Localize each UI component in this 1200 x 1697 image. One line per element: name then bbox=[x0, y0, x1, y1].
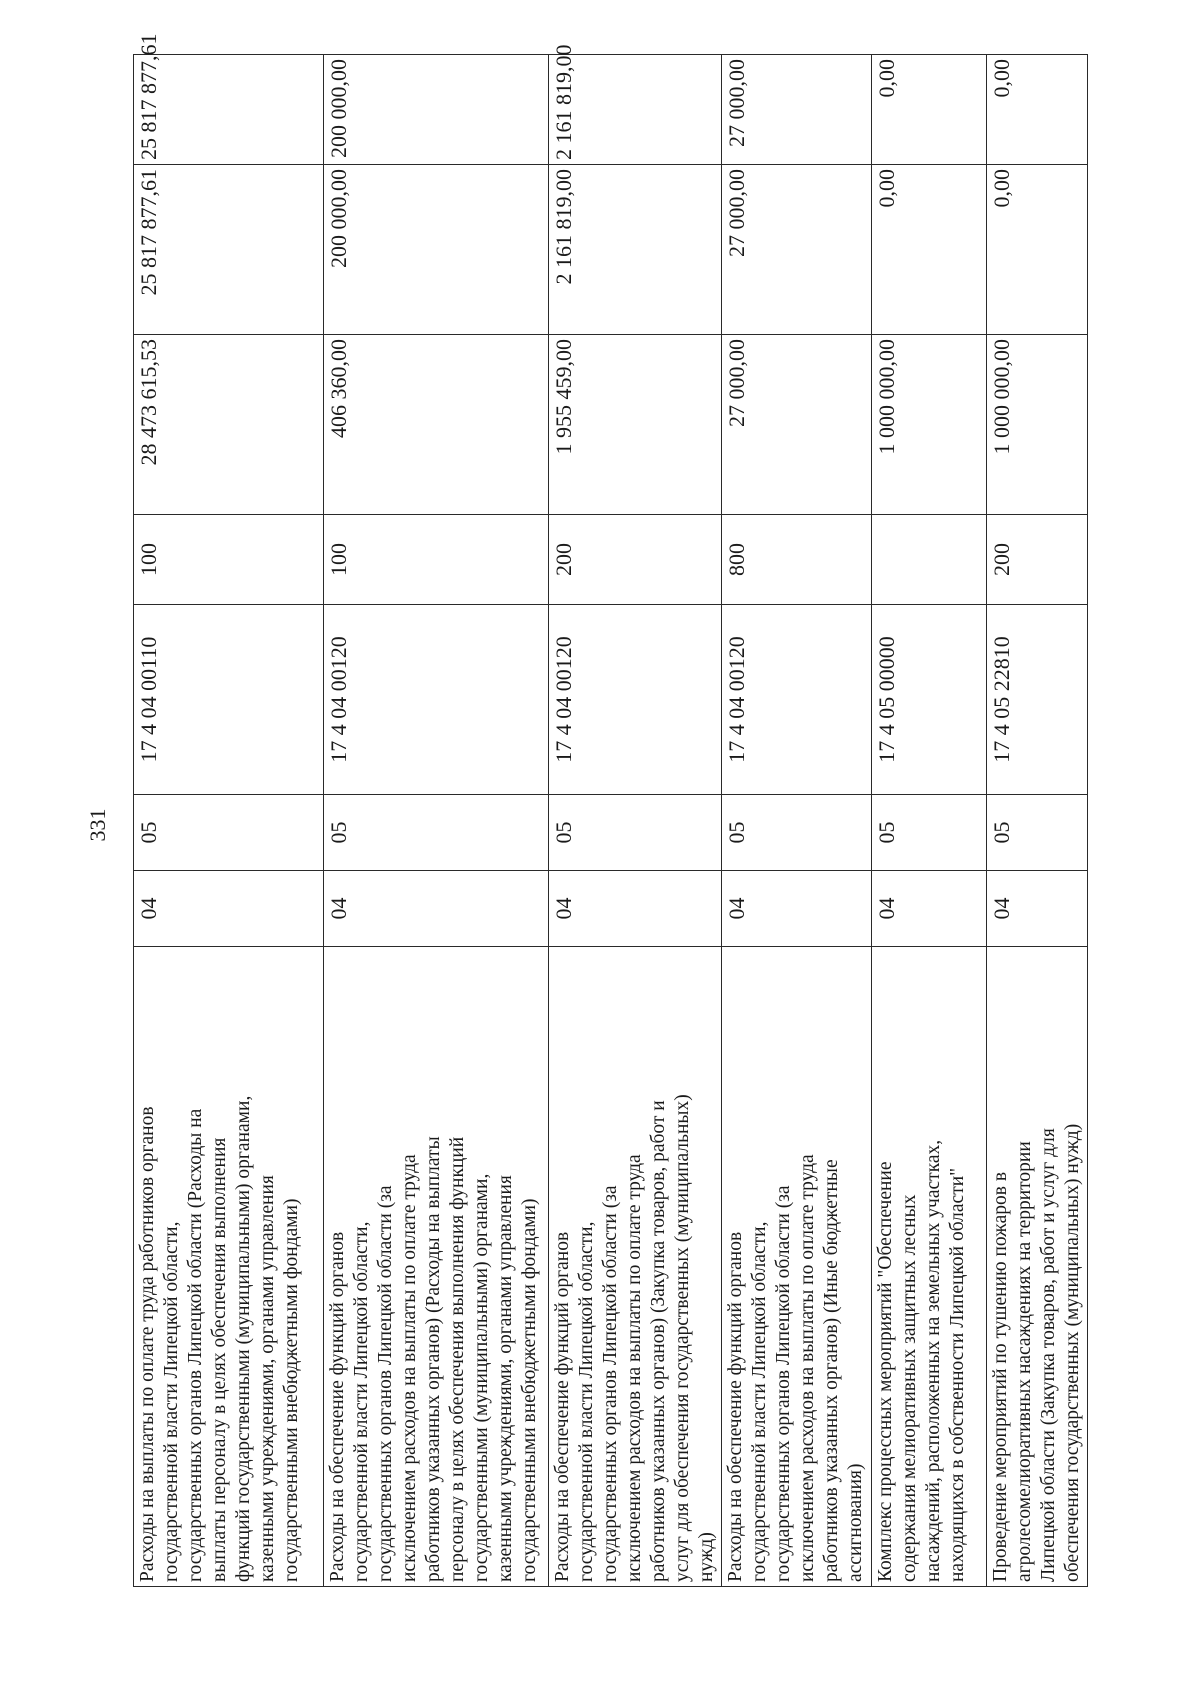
description-line: выплаты персоналу в целях обеспечения выполнения bbox=[209, 1137, 230, 1582]
budget-table bbox=[133, 33, 1088, 1587]
description-line: государственных органов Липецкой области (за bbox=[375, 1185, 396, 1582]
target-article-code: 17 4 05 00000 bbox=[872, 605, 987, 795]
description-line: государственной власти Липецкой области, bbox=[749, 1221, 770, 1582]
table-body bbox=[134, 33, 1088, 1587]
section-code: 04 bbox=[872, 871, 987, 947]
description-line: государственных органов Липецкой области (Расходы на bbox=[185, 1108, 206, 1582]
table-row bbox=[324, 55, 549, 1587]
description-line: агролесомелиоративных насаждениях на территории bbox=[1014, 1141, 1035, 1582]
expense-type-code: 200 bbox=[987, 515, 1088, 605]
section-code: 04 bbox=[134, 871, 324, 947]
target-article-code: 17 4 04 00120 bbox=[722, 605, 872, 795]
table-row bbox=[872, 55, 987, 1587]
description-line: Комплекс процессных мероприятий "Обеспечение bbox=[875, 1161, 896, 1582]
description-line: Липецкой области (Закупка товаров, работ и услуг для bbox=[1038, 1128, 1059, 1582]
expense-type-code: 800 bbox=[722, 515, 872, 605]
description-line: Расходы на выплаты по оплате труда работников органов bbox=[137, 1106, 158, 1582]
table-row bbox=[987, 55, 1088, 1587]
amount-year-2: 0,00 bbox=[987, 165, 1088, 335]
description-line: работников указанных органов) (Закупка товаров, работ и bbox=[648, 1100, 669, 1582]
table-row bbox=[722, 55, 872, 1587]
amount-year-3: 2 161 819,00 bbox=[549, 55, 722, 165]
subsection-code: 05 bbox=[324, 795, 549, 871]
target-article-code: 17 4 05 22810 bbox=[987, 605, 1088, 795]
amount-year-1: 1 000 000,00 bbox=[872, 335, 987, 515]
description-line: Расходы на обеспечение функций органов bbox=[725, 1231, 746, 1582]
description-line: услуг для обеспечения государственных (муниципальных) bbox=[672, 1094, 693, 1582]
description-line: нужд) bbox=[696, 1532, 717, 1582]
subsection-code: 05 bbox=[987, 795, 1088, 871]
target-article-code: 17 4 04 00120 bbox=[324, 605, 549, 795]
amount-year-3: 200 000,00 bbox=[324, 55, 549, 165]
description-line: казенными учреждениями, органами управления bbox=[257, 1175, 278, 1582]
description-line: государственными внебюджетными фондами) bbox=[519, 1198, 540, 1582]
section-code: 04 bbox=[324, 871, 549, 947]
row-description bbox=[549, 947, 722, 1587]
subsection-code: 05 bbox=[134, 795, 324, 871]
expense-type-code: 100 bbox=[134, 515, 324, 605]
description-line: государственной власти Липецкой области, bbox=[161, 1221, 182, 1582]
target-article-code: 17 4 04 00120 bbox=[549, 605, 722, 795]
row-description bbox=[324, 947, 549, 1587]
amount-year-3: 0,00 bbox=[872, 55, 987, 165]
description-line: государственных органов Липецкой области (за bbox=[600, 1185, 621, 1582]
description-line: государственной власти Липецкой области, bbox=[576, 1221, 597, 1582]
expense-type-code bbox=[872, 515, 987, 605]
expense-type-code: 200 bbox=[549, 515, 722, 605]
subsection-code: 05 bbox=[549, 795, 722, 871]
description-line: ассигнования) bbox=[845, 1463, 866, 1582]
row-description bbox=[722, 947, 872, 1587]
description-line: работников указанных органов) (Иные бюджетные bbox=[821, 1159, 842, 1582]
description-line: Расходы на обеспечение функций органов bbox=[327, 1231, 348, 1582]
description-line: государственной власти Липецкой области, bbox=[351, 1221, 372, 1582]
description-line: содержания мелиоративных защитных лесных bbox=[899, 1194, 920, 1582]
section-code: 04 bbox=[549, 871, 722, 947]
description-line: государственных органов Липецкой области (за bbox=[773, 1185, 794, 1582]
amount-year-3: 27 000,00 bbox=[722, 55, 872, 165]
amount-year-2: 2 161 819,00 bbox=[549, 165, 722, 335]
amount-year-3: 0,00 bbox=[987, 55, 1088, 165]
target-article-code: 17 4 04 00110 bbox=[134, 605, 324, 795]
amount-year-2: 25 817 877,61 bbox=[134, 165, 324, 335]
subsection-code: 05 bbox=[872, 795, 987, 871]
description-line: исключением расходов на выплаты по оплате труда bbox=[624, 1154, 645, 1582]
description-line: насаждений, расположенных на земельных участках, bbox=[923, 1139, 944, 1582]
description-line: находящихся в собственности Липецкой области" bbox=[947, 1167, 968, 1582]
amount-year-1: 406 360,00 bbox=[324, 335, 549, 515]
row-description bbox=[987, 947, 1088, 1587]
description-line: исключением расходов на выплаты по оплате труда bbox=[399, 1154, 420, 1582]
amount-year-2: 200 000,00 bbox=[324, 165, 549, 335]
amount-year-1: 28 473 615,53 bbox=[134, 335, 324, 515]
table-row bbox=[134, 55, 324, 1587]
description-line: функций государственными (муниципальными) органами, bbox=[233, 1095, 254, 1582]
row-description bbox=[872, 947, 987, 1587]
section-code: 04 bbox=[722, 871, 872, 947]
section-code: 04 bbox=[987, 871, 1088, 947]
amount-year-1: 1 955 459,00 bbox=[549, 335, 722, 515]
description-line: государственными внебюджетными фондами) bbox=[281, 1198, 302, 1582]
row-description bbox=[134, 947, 324, 1587]
table-row bbox=[549, 55, 722, 1587]
description-line: обеспечения государственных (муниципальных) нужд) bbox=[1062, 1123, 1083, 1582]
expense-type-code: 100 bbox=[324, 515, 549, 605]
description-line: персоналу в целях обеспечения выполнения функций bbox=[447, 1136, 468, 1582]
amount-year-2: 27 000,00 bbox=[722, 165, 872, 335]
description-line: работников указанных органов) (Расходы на выплаты bbox=[423, 1136, 444, 1582]
subsection-code: 05 bbox=[722, 795, 872, 871]
description-line: государственными (муниципальными) органами, bbox=[471, 1173, 492, 1582]
description-line: Расходы на обеспечение функций органов bbox=[552, 1231, 573, 1582]
description-line: казенными учреждениями, органами управления bbox=[495, 1175, 516, 1582]
amount-year-2: 0,00 bbox=[872, 165, 987, 335]
page-number: 331 bbox=[85, 808, 110, 842]
description-line: Проведение мероприятий по тушению пожаров в bbox=[990, 1171, 1011, 1582]
rotated-table-container bbox=[133, 33, 1083, 1587]
amount-year-1: 1 000 000,00 bbox=[987, 335, 1088, 515]
amount-year-3: 25 817 877,61 bbox=[134, 55, 324, 165]
amount-year-1: 27 000,00 bbox=[722, 335, 872, 515]
description-line: исключением расходов на выплаты по оплате труда bbox=[797, 1154, 818, 1582]
